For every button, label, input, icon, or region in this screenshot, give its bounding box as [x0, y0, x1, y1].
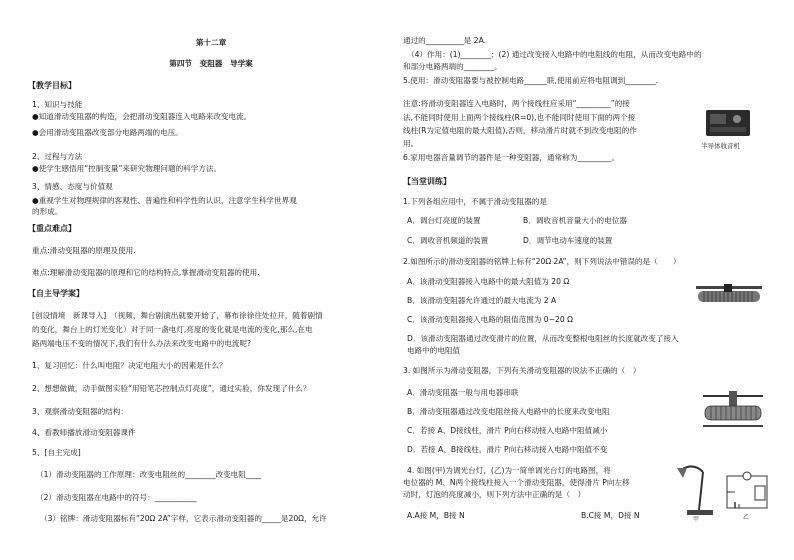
t2-option-a: A．该滑动变阻器接入电路中的最大阻值为 20 Ω [407, 277, 570, 286]
volume-question: 6.家用电器音量调节的器件是一种变阻器，通常称为_________。 [403, 153, 620, 162]
radio-speaker [710, 127, 746, 132]
t2-option-b: B．该滑动变阻器允许通过的最大电流为 2 A [407, 296, 557, 305]
question-t4-3: 动时，灯泡的亮度减小，则下列方法中正确的是（ ） [403, 490, 586, 499]
chapter-title: 第十二章 [195, 38, 227, 47]
radio-display [710, 114, 726, 124]
section-training: 【当堂训练】 [403, 177, 451, 186]
right-column [403, 0, 775, 560]
t2-option-d-2: 电路中的电阻值 [407, 346, 461, 355]
usage-line: 5.使用：滑动变阻器要与被控制电路______联,使用前应将电阻调到________. [403, 76, 659, 85]
t2-option-d-1: D．该滑动变阻器通过改变滑片的位置，从而改变整根电阻丝的长度就改变了接入 [407, 334, 679, 343]
question-t4-1: 4. 如图(甲)为调光台灯，(乙)为一简单调光台灯的电路图，将 [407, 466, 611, 475]
fill-2: （2）滑动变阻器在电路中的符号：___________ [36, 493, 197, 502]
goal-3-b: 的形成。 [32, 207, 63, 216]
rating-continued: 通过的__________是 2A. [403, 36, 487, 45]
goal-2-a: ●使学生感悟用“控制变量”来研究物理问题的科学方法。 [32, 164, 222, 173]
t3-option-b: B．滑动变阻器通过改变电阻丝接入电路中的长度来改变电阻 [407, 407, 610, 416]
goal-1-title: 1、知识与技能 [32, 100, 83, 109]
slider [724, 284, 732, 292]
question-3: 3、观察滑动变阻器的结构： [32, 407, 128, 416]
intro-line-3: 路两端电压不变的情况下,我们有什么办法来改变电路中的电流呢? [32, 339, 252, 348]
goal-1-b: ●会用滑动变阻器改变部分电路两端的电压。 [32, 128, 183, 137]
coil-body [705, 406, 761, 420]
t3-option-d: D．若接 A、B接线柱，滑片 P向右移动接入电路中阻值不变 [407, 445, 608, 454]
t1-option-a: A．调台灯亮度的装置 [407, 216, 481, 225]
slider-p [729, 391, 737, 407]
question-t4-2: 电位器的 M、N两个接线柱接入一个滑动变阻器，使得滑片 P向左移 [403, 478, 630, 487]
goal-3-a: ●重视学生对物理规律的客观性、普遍性和科学性的认识，注意学生科学世界观 [32, 196, 297, 205]
section-key-points: 【重点难点】 [28, 224, 76, 233]
desk-lamp-figure [673, 462, 719, 522]
function-line-1: （4）作用：(1)________；(2) 通过改变接入电路中的电阻线的电阻，从而改变电路中的 [407, 50, 702, 59]
question-4: 4、看教师播放滑动变阻器课件 [32, 428, 136, 437]
fill-3: （3）铭牌：滑动变阻器标有“20Ω 2A”字样，它表示滑动变阻器的_____是20Ω，允许 [40, 514, 327, 523]
goal-1-a: ●知道滑动变阻器的构造，会把滑动变阻器连入电路来改变电流。 [32, 112, 252, 121]
section-self-study: 【自主导学案】 [28, 289, 84, 298]
t3-option-c: C．若接 A、D接线柱，滑片 P向右移动接入电路中阻值减小 [407, 426, 608, 435]
rheostat-figure-2 [699, 386, 767, 432]
lamp-head [677, 468, 687, 478]
potentiometer-symbol [755, 486, 765, 500]
intro-line-1: [创设情境 新课导入] （视频，舞台剧演出就要开始了，幕布徐徐往处拉开，随着剧情 [32, 311, 323, 320]
bulb-symbol [743, 472, 751, 480]
note-line-1: 注意:将滑动变阻器连入电路时，两个接线柱应采用“_________”的接 [403, 99, 630, 108]
intro-line-2: 的变化，舞台上的灯光变化）对于同一盏电灯,亮度的变化就是电流的变化,那么,在电 [32, 325, 313, 334]
section-title: 第四节 变阻器 导学案 [169, 59, 253, 68]
lamp-stem [699, 472, 703, 510]
lamp-base [687, 510, 713, 515]
coil [698, 291, 760, 302]
t1-option-c: C．调收音机频道的装置 [407, 236, 489, 245]
difficulty-point: 难点:理解滑动变阻器的原理和它的结构特点,掌握滑动变阻器的使用. [32, 268, 260, 277]
goal-2-title: 2、过程与方法 [32, 152, 83, 161]
question-5: 5、[自主完成] [32, 448, 81, 457]
question-t2: 2.如图所示的滑动变阻器的铭牌上标有“20Ω 2A”，则下列说法中错误的是（ ） [403, 257, 681, 266]
section-goals: 【教学目标】 [28, 81, 76, 90]
rheostat-figure-1 [694, 282, 764, 306]
note-line-4: 用。 [403, 139, 419, 148]
fig-label-jia: 甲 [693, 517, 700, 522]
t4-option-a: A.A接 M，B接 N [407, 511, 465, 520]
key-point: 重点:滑动变阻器的原理及使用. [32, 246, 136, 255]
question-t1: 1.下列各组应用中，不属于滑动变阻器的是 [403, 197, 547, 206]
goal-3-title: 3、情感、态度与价值观 [32, 182, 113, 191]
left-column [28, 0, 394, 560]
note-line-3: 线柱(R为定值电阻的最大阻值),否则，移动滑片时就不到改变电阻的作 [403, 126, 637, 135]
t1-option-b: B．调收音机音量大小的电位器 [523, 216, 627, 225]
t2-option-c: C．该滑动变阻器接入电路的阻值范围为 0~20 Ω [407, 315, 573, 324]
function-line-2: 和部分电路两端的________。 [403, 62, 502, 71]
note-line-2: 法,不能同时使用上面两个接线柱(R=0),也不能同时使用下面的两个接 [403, 113, 636, 122]
question-2: 2、想想做做，动手做图实验“用铅笔芯控制点灯亮度”，通过实验，你发现了什么？ [32, 384, 311, 393]
circuit-figure [721, 470, 773, 522]
t4-option-b: B.C接 M，D接 N [581, 511, 640, 520]
fill-1: （1）滑动变阻器的工作原理：改变电阻丝的________改变电阻____ [36, 470, 262, 479]
radio-knob [733, 115, 741, 123]
fig-label-yi: 乙 [743, 515, 750, 521]
question-1: 1、复习回忆：什么叫电阻？决定电阻大小的因素是什么？ [32, 361, 227, 370]
question-t3: 3. 如图所示为滑动变阻器，下列有关滑动变阻器的说法不正确的（ ） [403, 366, 641, 375]
radio-caption: 半导体收音机 [701, 142, 740, 150]
radio-figure [704, 108, 752, 140]
t3-option-a: A．滑动变阻器一般与用电器串联 [407, 388, 519, 397]
t1-option-d: D．调节电动车速度的装置 [523, 236, 613, 245]
